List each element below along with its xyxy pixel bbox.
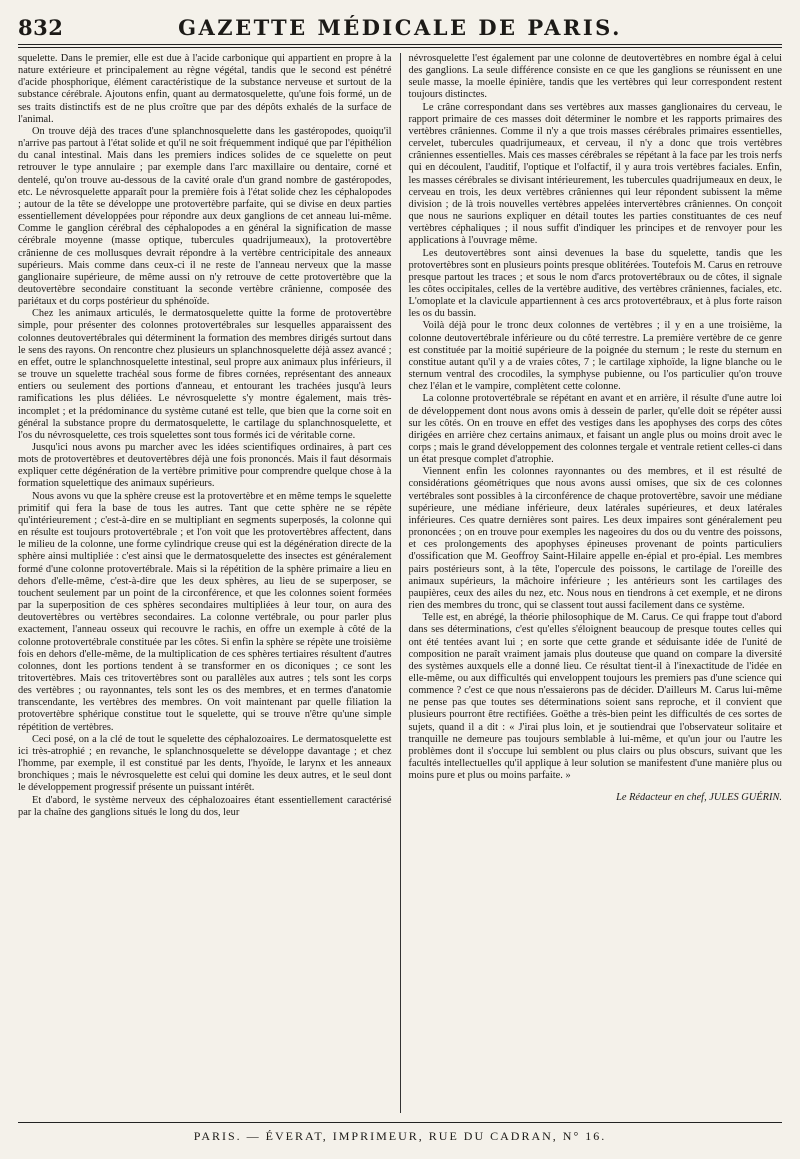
masthead — [18, 15, 782, 45]
article-body — [18, 53, 782, 1113]
paragraph: névrosquelette l'est également par une colonne de deutovertèbres en nombre égal à celui des ganglions. La seule différence consiste en ce que les ganglions se réunissent en une seule masse, la moelle épinière, tandis que les vertèbres qui leur correspondent restent toujours distinctes. — [408, 53, 782, 101]
paragraph: squelette. Dans le premier, elle est due à l'acide carbonique qui appartient en propre à la nature extérieure et principalement au règne végétal, tandis que le second est pénétré d'acide phosphorique, élément caractéristique de la substance nerveuse et surtout de la substance cérébrale. Ajoutons enfin, quant au dermatosquelette, qu'une fois formé, un de ses traits distinctifs est de ne plus croître que par des dépôts exhalés de la surface de l'animal. — [18, 53, 392, 125]
paragraph: Telle est, en abrégé, la théorie philosophique de M. Carus. Ce qui frappe tout d'abord dans ses déterminations, c'est qu'elles s'éloignent beaucoup de presque toutes celles qui ont été tentées avant lui ; en sorte que cette grande et séduisante idée de l'unité de composition ne paraît vraiment jamais plus douteuse que quand on compare la diversité des systèmes auxquels elle a donné lieu. Ce résultat tient-il à l'inexactitude de l'idée en elle-même, ou aux difficultés qui enveloppent toujours les premiers pas d'une science qui commence ? c'est ce que nous n'essaierons pas de décider. D'ailleurs M. Carus lui-même ne pense pas que toutes ses déterminations soient sans reproche, et il convient que plusieurs pourront être rectifiées. Goëthe a très-bien peint les difficultés de ces sortes de sujets, quand il a dit : « J'irai plus loin, et je soutiendrai que l'observateur solitaire et tranquille ne demeure pas toujours semblable à lui-même, et qu'un jour ou l'autre les problèmes dont il s'occupe lui semblent ou plus clairs ou plus obscurs, suivant que les facultés intellectuelles qu'il applique à leur solution se manifestent d'une manière plus ou moins pure et plus ou moins parfaite. » — [408, 612, 782, 782]
right-column — [402, 53, 783, 1113]
paragraph: Les deutovertèbres sont ainsi devenues la base du squelette, tandis que les protovertèbres sont en plusieurs points presque oblitérées. Toutefois M. Carus en retrouve presque partout les traces ; et sous le nom d'arcs protovertébraux ou de côtes, il signale les côtes occipitales, celles de la vertèbre auditive, des vertèbres crâniennes, faciales, etc. L'omoplate et la clavicule appartiennent à ces arcs protovertébraux, et à plus forte raison les os du bassin. — [408, 247, 782, 320]
paragraph: Jusqu'ici nous avons pu marcher avec les idées scientifiques ordinaires, à part ces mots de protovertèbres et deutovertèbres déjà une fois prononcés. Mais il faut désormais expliquer cette dégénération de la vertèbre primitive pour comprendre quelque chose à la formation squelettique des animaux supérieurs. — [18, 442, 392, 490]
paragraph: Viennent enfin les colonnes rayonnantes ou des membres, et il est résulté de considérations géométriques que nous avons aussi omises, que six de ces colonnes vertébrales sont possibles à la circonférence de chaque protovertèbre, savoir une médiane supérieure, une médiane inférieure, deux latérales supérieures, et deux latérales inférieures. Ces quatre dernières sont paires. Les deux impaires sont généralement peu prononcées ; on en trouve pour exemples les nageoires du dos ou du ventre des poissons, et ces prolongements des apophyses épineuses provenant de points particuliers d'ossification que M. Geoffroy Saint-Hilaire appelle en-épial et pro-épial. Les membres pairs postérieurs sont, à la tête, l'opercule des poissons, le cartilage de l'oreille des animaux supérieurs, la mâchoire inférieure ; les antérieurs sont les cartilages des paupières, ceux des ailes du nez, etc. Nous nous en tiendrons à cet exemple, et ne dirons rien des membres du tronc, qui se classent tout aussi facilement dans ce système. — [408, 466, 782, 612]
page-number: 832 — [18, 15, 64, 40]
paragraph: Ceci posé, on a la clé de tout le squelette des céphalozoaires. Le dermatosquelette est ici très-atrophié ; en revanche, le splanchnosquelette se développe davantage ; et chez l'homme, par exemple, il est constitué par les dents, l'hyoïde, le larynx et les anneaux bronchiques ; mais le névrosquelette est celui qui domine les deux autres, et le seul dont le développement progressif présente un puissant intérêt. — [18, 733, 392, 794]
paragraph: Le crâne correspondant dans ses vertèbres aux masses ganglionaires du cerveau, le rapport primaire de ces masses doit déterminer le nombre et les rapports primaires des vertèbres crâniennes. Comme il n'y a que trois masses cérébrales primaires essentielles, cervelet, tubercules quadrijumeaux, et cerveau, il n'y a donc que trois vertèbres crâniennes essentielles. Mais ces masses cérébrales se répétant à la face par les trois nerfs qui en découlent, l'auditif, l'optique et l'olfactif, il y aura trois vertèbres faciales. Enfin, les masses cérébrales se divisant intérieurement, les tubercules quadrijumeaux en deux, le cerveau en trois, les deux vertèbres crâniennes qui leur répondent subissent la même division ; de là trois nouvelles vertèbres appelées intervertèbres crâniennes. On conçoit que nous ne saurions expliquer en détail toutes les parties constituantes de ces neuf vertèbres céphaliques ; il nous suffit d'indiquer les principes et de renvoyer pour les applications à l'ouvrage même. — [408, 101, 782, 247]
paragraph: La colonne protovertébrale se répétant en avant et en arrière, il résulte d'une autre loi de développement dont nous avons omis à dessein de parler, qu'elle doit se répéter aussi sur les côtés. On en trouve en effet des vestiges dans les apophyses des corps des côtes dirigées en arrière chez certains animaux, et faisant un angle plus ou moins droit avec le corps ; mais le grand développement des colonnes tergale et ventrale retient celles-ci dans un état presque complet d'atrophie. — [408, 393, 782, 466]
editor-signature: Le Rédacteur en chef, JULES GUÉRIN. — [616, 792, 782, 804]
paragraph: Et d'abord, le système nerveux des céphalozoaires étant essentiellement caractérisé par la chaîne des ganglions situés le long du dos, leur — [18, 794, 392, 818]
paragraph: On trouve déjà des traces d'une splanchnosquelette dans les gastéropodes, quoiqu'il n'arrive pas partout à l'état solide et qu'il ne soit fréquemment indiqué que par l'épithélion du canal intestinal. Mais dans les premiers indices solides de ce squelette on peut retrouver le type annulaire ; par exemple dans l'arc maxillaire ou dentaire, corné et dentelé, qu'on trouve au-dessous de la cavité orale d'un grand nombre de gastéropodes, etc. Le névrosquelette apparaît pour la première fois à l'état solide chez les céphalopodes ; autour de la tête se développe une protovertèbre parfaite, qui se divise en deux parties essentiellement développées pour répondre aux deux ganglions de cet anneau lui-même. Comme le ganglion cérébral des céphalopodes a en général la signification de masse cérébrale moyenne (masse optique, tubercules quadrijumeaux), la protovertèbre crânienne de ces mollusques devrait répondre à la vertèbre centricipitale des anneaux supérieurs. Mais comme dans ceux-ci il ne reste de l'anneau nerveux que la masse ganglionaire supérieure, de même aussi on n'y retrouve de cette protovertèbre que la deutovertèbre secondaire constituant la seconde vertèbre crânienne, composée des pariétaux et du corps postérieur du sphénoïde. — [18, 125, 392, 308]
paragraph: Chez les animaux articulés, le dermatosquelette quitte la forme de protovertèbre simple, pour présenter des colonnes protovertébrales sur lesquelles apparaissent des colonnes deutovertébrales qui déterminent la formation des membres dirigés surtout dans le sens des rayons. On rencontre chez plusieurs un splanchnosquelette déjà assez avancé ; en effet, outre le splanchnosquelette intestinal, seul propre aux animaux plus inférieurs, il se trouve un squelette trachéal sous forme de fibres cornées, représentant des anneaux entiers ou seulement des portions d'anneau, et entourant les trachées jusqu'à leurs ramifications les plus déliées. Le névrosquelette s'y montre également, mais très-incomplet ; et la prédominance du système cutané est telle, que bien que la corne soit en général la substance propre du dermatosquelette, le cartilage du splanchnosquelette, et l'os du névrosquelette, ces trois squelettes sont tous formés ici de véritable corne. — [18, 308, 392, 441]
column-divider — [400, 53, 401, 1113]
paragraph: Voilà déjà pour le tronc deux colonnes de vertèbres ; il y en a une troisième, la colonne deutovertébrale inférieure ou du côté terrestre. La première vertèbre de ce genre est constituée par la moitié supérieure de la poignée du sternum ; le reste du sternum en constitue autant qu'il y a de vraies côtes, 7 ; le cartilage xiphoïde, la ligne blanche ou le sternum ventral des crocodiles, la symphyse pubienne, ou l'os particulier qu'on trouve chez l'élan et le vampire, complètent cette colonne. — [408, 320, 782, 393]
printer-imprint: PARIS. — ÉVERAT, IMPRIMEUR, RUE DU CADRAN, N° 16. — [18, 1122, 782, 1144]
page-title: GAZETTE MÉDICALE DE PARIS. — [178, 15, 622, 40]
left-column — [18, 53, 399, 1113]
masthead-rule — [18, 47, 782, 48]
paragraph: Nous avons vu que la sphère creuse est la protovertèbre et en même temps le squelette primitif qui fera la base de tous les autres. Tant que cette sphère ne se répète qu'intérieurement ; c'est-à-dire en se multipliant en segments superposés, la colonne qui en résulte est toujours protovertébrale ; et l'on voit que les protovertèbres affectent, dans le milieu de la colonne, une forme cylindrique creuse qui est la dégénération directe de la sphère ainsi multipliée : c'est ainsi que le dermatosquelette des insectes est généralement formé d'une colonne protovertébrale. Mais si la répétition de la sphère primaire a lieu en dehors d'elle-même, c'est-à-dire que les deux sphères, au lieu de se superposer, se touchent seulement par un point de la circonférence, et que les colonnes soient formées par la superposition de ces sphères secondaires multipliées à leur tour, on aura des deutovertèbres ou vertèbres secondaires. La colonne vertébrale, ou pour parler plus exactement, l'anneau osseux qui recouvre le rachis, en offre un exemple à côté de la colonne protovertébrale constituée par les côtes. Si enfin la sphère se répète une troisième fois en dehors d'elle-même, de la multiplication de ces sphères tertiaires résultent d'autres colonnes, dont les portions tendent à se transformer en os diconiques ; ce sont les tritovertèbres. Mais ces tritovertèbres sont ou parallèles aux autres ; tels sont les corps des vertèbres ; ou rayonnantes, tels sont les os des membres, et en termes d'anatomie transcendante, les vertèbres des membres. On voit maintenant par quelle filiation la protovertèbre sphérique constitue tout le squelette, qui se trouve n'être qu'une simple répétition de vertèbres. — [18, 490, 392, 733]
